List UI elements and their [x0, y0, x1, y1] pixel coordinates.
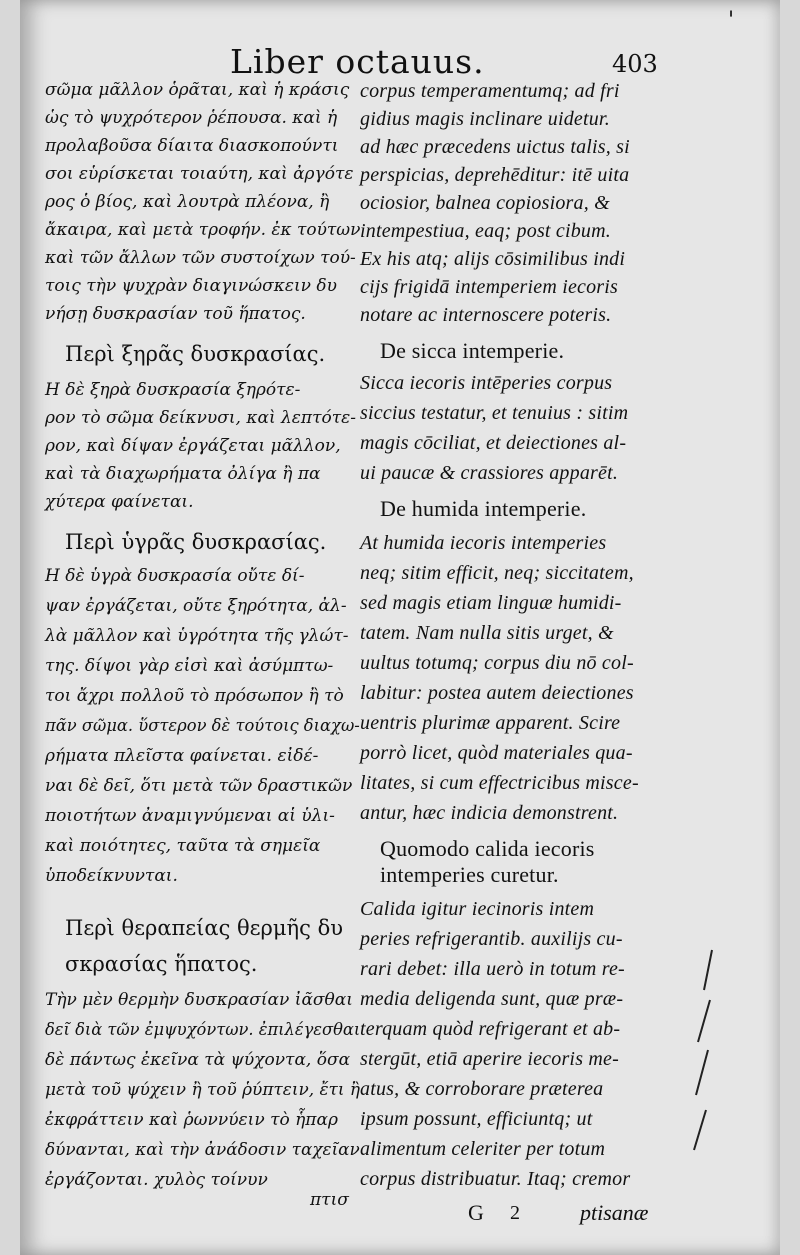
latin-catchword: ptisanæ: [580, 1200, 649, 1225]
text-line: ad hæc præcedens uictus talis, si: [360, 136, 630, 158]
text-line: δεῖ διὰ τῶν ἐμψυχόντων. ἐπιλέγεσθαι: [45, 1020, 361, 1040]
section-heading: intemperies curetur.: [380, 862, 559, 887]
text-line: σοι εὑρίσκεται τοιαύτη, καὶ ἀργότε: [45, 164, 354, 184]
greek-catchword: πτισ: [310, 1190, 349, 1210]
text-line: porrò licet, quòd materiales qua-: [360, 742, 633, 764]
signature-number: 2: [510, 1202, 520, 1224]
section-heading: De humida intemperie.: [380, 496, 587, 521]
text-line: terquam quòd refrigerant et ab-: [360, 1018, 621, 1040]
text-line: Calida igitur iecinoris intem: [360, 898, 595, 920]
text-line: ui paucæ & crassiores apparēt.: [360, 462, 619, 484]
text-line: ἐκφράττειν καὶ ῥωννύειν τὸ ἧπαρ: [45, 1110, 338, 1130]
text-line: corpus distribuatur. Itaq; cremor: [360, 1168, 631, 1190]
text-line: ὡς τὸ ψυχρότερον ῥέπουσα. καὶ ἡ: [45, 108, 338, 128]
text-line: πᾶν σῶμα. ὕστερον δὲ τούτοις διαχω-: [45, 716, 360, 736]
section-heading: De sicca intemperie.: [380, 338, 565, 363]
text-line: tatem. Nam nulla sitis urget, &: [360, 622, 614, 644]
text-line: siccius testatur, et tenuius : sitim: [360, 402, 629, 424]
text-line: ρον τὸ σῶμα δείκνυσι, καὶ λεπτότε-: [45, 408, 357, 428]
text-line: rari debet: illa uerò in totum re-: [360, 958, 625, 980]
text-line: notare ac internoscere poteris.: [360, 304, 612, 326]
text-line: media deligenda sunt, quæ præ-: [360, 988, 624, 1010]
page-number: 403: [612, 50, 658, 78]
text-line: ποιοτήτων ἀναμιγνύμεναι αἱ ὑλι-: [45, 806, 335, 826]
text-line: ναι δὲ δεῖ, ὅτι μετὰ τῶν δραστικῶν: [45, 776, 353, 796]
text-line: sed magis etiam linguæ humidi-: [360, 592, 622, 614]
text-line: corpus temperamentumq; ad fri: [360, 80, 620, 102]
text-line: καὶ ποιότητες, ταῦτα τὰ σημεῖα: [45, 836, 321, 856]
text-line: ἐργάζονται. χυλὸς τοίνυν: [45, 1170, 268, 1190]
text-line: τοι ἄχρι πολλοῦ τὸ πρόσωπον ἢ τὸ: [45, 686, 344, 706]
text-line: καὶ τὰ διαχωρήματα ὀλίγα ἢ πα: [45, 464, 321, 484]
text-line: ὑποδείκνυνται.: [45, 866, 178, 886]
text-line: ρήματα πλεῖστα φαίνεται. εἰδέ-: [45, 746, 319, 766]
text-line: νήσῃ δυσκρασίαν τοῦ ἥπατος.: [45, 304, 306, 324]
running-title: Liber octauus.: [230, 42, 485, 81]
text-line: τοις τὴν ψυχρὰν διαγινώσκειν δυ: [45, 276, 337, 296]
text-line: προλαβοῦσα δίαιτα διασκοπούντι: [45, 136, 339, 156]
text-line: labitur: postea autem deiectiones: [360, 682, 634, 704]
text-line: ἄκαιρα, καὶ μετὰ τροφήν. ἐκ τούτων: [45, 220, 361, 240]
text-line: ψαν ἐργάζεται, οὔτε ξηρότητα, ἀλ-: [45, 596, 347, 616]
section-heading: Περὶ θεραπείας θερμῆς δυ: [65, 916, 343, 940]
section-heading: σκρασίας ἥπατος.: [65, 952, 258, 976]
text-line: της. δίψοι γὰρ εἰσὶ καὶ ἀσύμπτω-: [45, 656, 334, 676]
text-line: Η δὲ ξηρὰ δυσκρασία ξηρότε-: [45, 380, 301, 400]
text-line: Ex his atq; alijs cōsimilibus indi: [360, 248, 626, 270]
text-line: μετὰ τοῦ ψύχειν ἢ τοῦ ῥύπτειν, ἔτι ἢ: [45, 1080, 361, 1100]
text-line: χύτερα φαίνεται.: [45, 492, 194, 512]
section-heading: Περὶ ξηρᾶς δυσκρασίας.: [65, 342, 326, 366]
text-line: ociosior, balnea copiosiora, &: [360, 192, 610, 214]
text-line: δὲ πάντως ἐκεῖνα τὰ ψύχοντα, ὅσα: [45, 1050, 351, 1070]
text-line: magis cōciliat, et deiectiones al-: [360, 432, 627, 454]
text-line: uentris plurimæ apparent. Scire: [360, 712, 621, 734]
page-footer: [20, 1190, 780, 1250]
text-line: gidius magis inclinare uidetur.: [360, 108, 610, 130]
section-heading: Quomodo calida iecoris: [380, 836, 595, 861]
text-line: ρος ὁ βίος, καὶ λουτρὰ πλέονα, ἢ: [45, 192, 330, 212]
book-page: [20, 0, 780, 1255]
text-line: litates, si cum effectricibus misce-: [360, 772, 639, 794]
text-line: perspicias, deprehēditur: itē uita: [360, 164, 630, 186]
text-line: stergūt, etiā aperire iecoris me-: [360, 1048, 619, 1070]
text-line: καὶ τῶν ἄλλων τῶν συστοίχων τού-: [45, 248, 356, 268]
section-heading: Περὶ ὑγρᾶς δυσκρασίας.: [65, 530, 327, 554]
text-line: uultus totumq; corpus diu nō col-: [360, 652, 634, 674]
margin-pen-marks: [20, 0, 780, 1255]
text-line: σῶμα μᾶλλον ὁρᾶται, καὶ ἡ κράσις: [45, 80, 350, 100]
text-line: atus, & corroborare præterea: [360, 1078, 604, 1100]
corner-mark: ': [728, 8, 735, 33]
text-line: cijs frigidā intemperiem iecoris: [360, 276, 619, 298]
text-line: peries refrigerantib. auxilijs cu-: [360, 928, 623, 950]
text-line: antur, hæc indicia demonstrent.: [360, 802, 619, 824]
text-line: Sicca iecoris intēperies corpus: [360, 372, 613, 394]
text-line: intempestiua, eaq; post cibum.: [360, 220, 611, 242]
signature-mark: G: [468, 1200, 484, 1225]
text-line: ρον, καὶ δίψαν ἐργάζεται μᾶλλον,: [45, 436, 341, 456]
text-line: δύνανται, καὶ τὴν ἀνάδοσιν ταχεῖαν: [45, 1140, 360, 1160]
text-line: Η δὲ ὑγρὰ δυσκρασία οὔτε δί-: [45, 566, 305, 586]
text-line: Τὴν μὲν θερμὴν δυσκρασίαν ἰᾶσθαι: [45, 990, 353, 1010]
text-line: λὰ μᾶλλον καὶ ὑγρότητα τῆς γλώτ-: [45, 626, 349, 646]
text-line: ipsum possunt, efficiuntq; ut: [360, 1108, 593, 1130]
text-line: At humida iecoris intemperies: [360, 532, 607, 554]
text-line: alimentum celeriter per totum: [360, 1138, 606, 1160]
text-line: neq; sitim efficit, neq; siccitatem,: [360, 562, 634, 584]
